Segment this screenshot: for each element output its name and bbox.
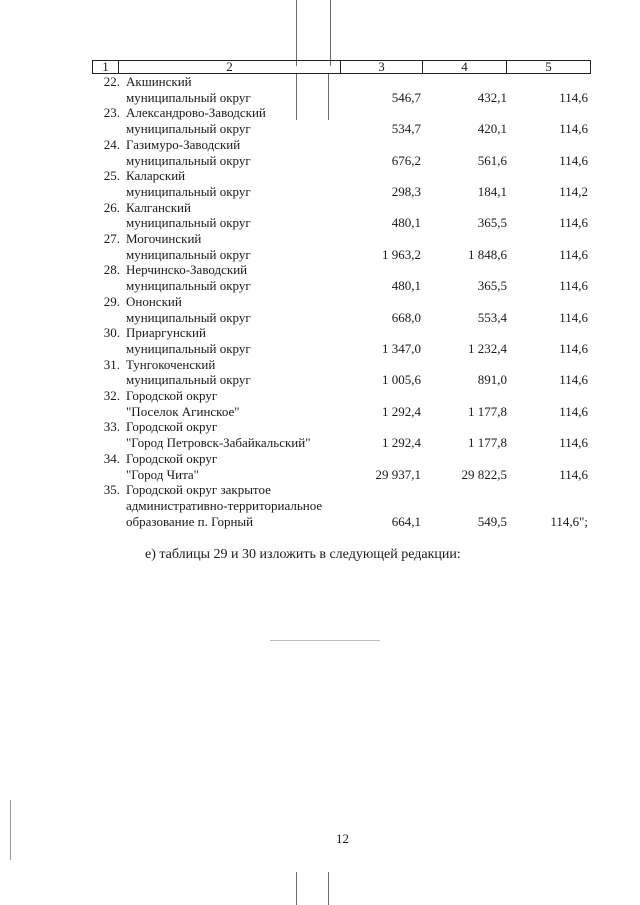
scan-artifact-bottom-right — [328, 872, 329, 905]
row-number: 32. — [103, 388, 120, 404]
row-value-col-3: 676,2 — [391, 152, 421, 168]
row-name-line: муниципальный округ — [126, 183, 251, 199]
row-value-col-5: 114,6 — [559, 89, 588, 105]
row-value-col-3: 298,3 — [391, 183, 421, 199]
row-number: 35. — [103, 482, 120, 498]
row-name — [126, 357, 356, 388]
header-col-2: 2 — [119, 61, 341, 73]
row-number: 28. — [103, 262, 120, 278]
header-col-4: 4 — [423, 61, 507, 73]
row-name — [126, 168, 356, 199]
row-value-col-4: 365,5 — [477, 215, 507, 231]
row-value-col-3: 480,1 — [391, 215, 421, 231]
table-row — [0, 419, 640, 450]
row-value-col-4: 1 848,6 — [468, 246, 507, 262]
row-name-line: Городской округ — [126, 388, 218, 404]
row-value-col-3: 480,1 — [391, 278, 421, 294]
table-row — [0, 137, 640, 168]
row-name-line: Ононский — [126, 293, 182, 309]
row-name — [126, 294, 356, 325]
row-value-col-5: 114,6 — [559, 309, 588, 325]
table-row — [0, 482, 640, 529]
row-value-col-4: 1 177,8 — [468, 403, 507, 419]
row-value-col-3: 1 292,4 — [382, 403, 421, 419]
row-name — [126, 200, 356, 231]
table-row — [0, 74, 640, 105]
row-value-col-4: 420,1 — [477, 121, 507, 137]
row-number: 25. — [103, 168, 120, 184]
row-name-line: муниципальный округ — [126, 89, 251, 105]
row-value-col-5: 114,6 — [559, 372, 588, 388]
row-name-line: Приаргунский — [126, 325, 206, 341]
scan-artifact-top-right — [330, 0, 331, 66]
scan-artifact-top-left — [296, 0, 297, 66]
row-value-col-5: 114,6 — [559, 215, 588, 231]
row-name-line: Калганский — [126, 199, 191, 215]
row-value-col-4: 1 177,8 — [468, 435, 507, 451]
row-value-col-5: 114,6 — [559, 340, 588, 356]
row-name-line: Тунгокоченский — [126, 356, 216, 372]
table-row — [0, 200, 640, 231]
row-value-col-3: 1 347,0 — [382, 340, 421, 356]
row-name — [126, 105, 356, 136]
row-value-col-4: 365,5 — [477, 278, 507, 294]
row-value-col-5: 114,6"; — [550, 513, 588, 529]
table-body — [0, 74, 640, 529]
row-value-col-3: 1 005,6 — [382, 372, 421, 388]
row-value-col-4: 561,6 — [477, 152, 507, 168]
header-col-3: 3 — [341, 61, 423, 73]
row-name-line: образование п. Горный — [126, 513, 254, 529]
row-name — [126, 451, 356, 482]
row-value-col-5: 114,6 — [559, 121, 588, 137]
header-col-1: 1 — [93, 61, 119, 73]
table-row — [0, 357, 640, 388]
row-number: 23. — [103, 105, 120, 121]
row-name-line: муниципальный округ — [126, 152, 251, 168]
scan-artifact-left-edge — [10, 800, 11, 860]
row-name-line: Каларский — [126, 168, 186, 184]
row-name-line: Акшинский — [126, 74, 192, 89]
row-name-line: административно-территориальное — [126, 497, 323, 513]
row-value-col-4: 432,1 — [477, 89, 507, 105]
row-value-col-4: 29 822,5 — [461, 466, 507, 482]
row-name — [126, 325, 356, 356]
row-name-line: Городской округ — [126, 419, 218, 435]
row-name-line: муниципальный округ — [126, 372, 251, 388]
row-value-col-3: 546,7 — [391, 89, 421, 105]
row-name — [126, 419, 356, 450]
row-value-col-3: 664,1 — [391, 513, 421, 529]
row-value-col-5: 114,6 — [559, 403, 588, 419]
table-row — [0, 451, 640, 482]
row-name-line: Нерчинско-Заводский — [126, 262, 248, 278]
row-name-line: Городской округ — [126, 450, 218, 466]
row-number: 34. — [103, 450, 120, 466]
row-value-col-5: 114,6 — [559, 246, 588, 262]
row-name — [126, 74, 356, 105]
row-value-col-5: 114,6 — [559, 152, 588, 168]
row-number: 31. — [103, 356, 120, 372]
row-value-col-3: 29 937,1 — [375, 466, 421, 482]
row-name-line: "Поселок Агинское" — [126, 403, 240, 419]
row-name — [126, 137, 356, 168]
row-name-line: Александрово-Заводский — [126, 105, 266, 121]
row-number: 29. — [103, 293, 120, 309]
row-value-col-3: 1 963,2 — [382, 246, 421, 262]
page-number: 12 — [336, 831, 349, 846]
row-value-col-5: 114,2 — [559, 183, 588, 199]
row-name-line: Газимуро-Заводский — [126, 136, 241, 152]
row-value-col-5: 114,6 — [559, 435, 588, 451]
row-number: 24. — [103, 136, 120, 152]
row-value-col-3: 534,7 — [391, 121, 421, 137]
row-number: 22. — [103, 74, 120, 89]
row-value-col-4: 184,1 — [477, 183, 507, 199]
scan-artifact-dots — [270, 640, 380, 641]
table-header — [92, 60, 591, 74]
scan-artifact-bottom-left — [296, 872, 297, 905]
row-name-line: муниципальный округ — [126, 121, 251, 137]
row-name-line: Городской округ закрытое — [126, 482, 271, 498]
table-row — [0, 262, 640, 293]
row-name-line: "Город Чита" — [126, 466, 199, 482]
row-number: 33. — [103, 419, 120, 435]
row-name-line: муниципальный округ — [126, 215, 251, 231]
row-name — [126, 262, 356, 293]
row-value-col-4: 553,4 — [477, 309, 507, 325]
row-name — [126, 388, 356, 419]
row-value-col-4: 549,5 — [477, 513, 507, 529]
row-name-line: муниципальный округ — [126, 309, 251, 325]
row-name-line: муниципальный округ — [126, 246, 251, 262]
row-name — [126, 482, 356, 529]
row-value-col-3: 668,0 — [391, 309, 421, 325]
table-row — [0, 168, 640, 199]
row-name-line: "Город Петровск-Забайкальский" — [126, 435, 311, 451]
row-number: 30. — [103, 325, 120, 341]
table-row — [0, 231, 640, 262]
row-value-col-3: 1 292,4 — [382, 435, 421, 451]
row-name — [126, 231, 356, 262]
row-name-line: Могочинский — [126, 231, 202, 247]
row-name-line: муниципальный округ — [126, 340, 251, 356]
instruction-text: е) таблицы 29 и 30 изложить в следующей редакции: — [145, 547, 461, 562]
table-row — [0, 294, 640, 325]
row-number: 27. — [103, 231, 120, 247]
row-value-col-5: 114,6 — [559, 466, 588, 482]
row-name-line: муниципальный округ — [126, 278, 251, 294]
table-row — [0, 105, 640, 136]
row-value-col-5: 114,6 — [559, 278, 588, 294]
header-col-5: 5 — [545, 59, 552, 74]
table-row — [0, 325, 640, 356]
row-value-col-4: 891,0 — [477, 372, 507, 388]
row-number: 26. — [103, 199, 120, 215]
table-row — [0, 388, 640, 419]
row-value-col-4: 1 232,4 — [468, 340, 507, 356]
